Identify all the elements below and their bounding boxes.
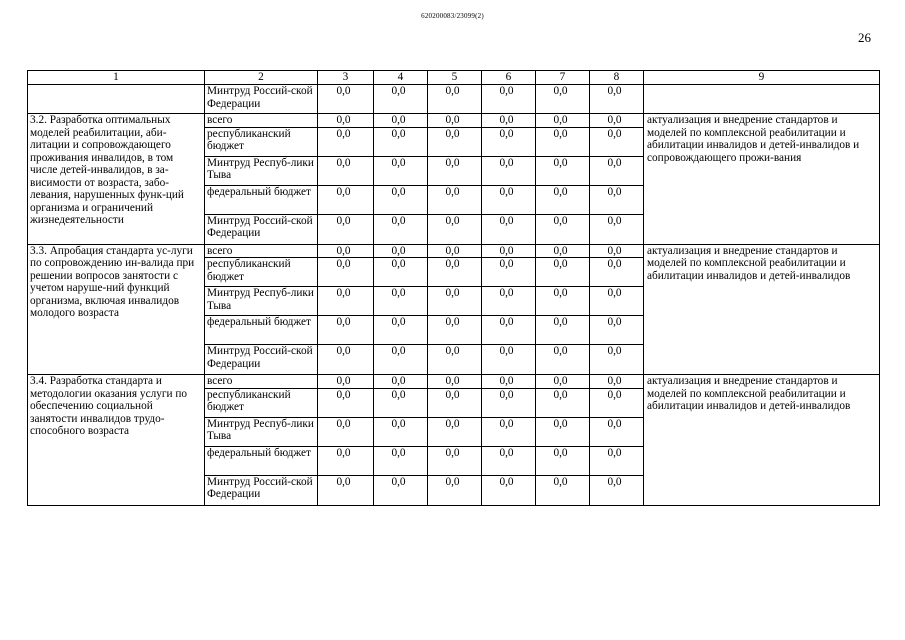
value-cell: 0,0	[590, 127, 644, 156]
expected-result-cell: актуализация и внедрение стандартов и моделей по комплексной реабилитации и абилитации инвалидов и детей-инвалидов и сопровождающего прожи-вания	[644, 114, 880, 245]
value-cell: 0,0	[318, 446, 374, 475]
value-cell: 0,0	[428, 127, 482, 156]
value-cell: 0,0	[590, 475, 644, 505]
header-cell: 2	[205, 71, 318, 85]
value-cell: 0,0	[590, 417, 644, 446]
value-cell: 0,0	[428, 475, 482, 505]
value-cell: 0,0	[374, 475, 428, 505]
value-cell: 0,0	[536, 287, 590, 316]
value-cell: 0,0	[536, 345, 590, 375]
value-cell: 0,0	[428, 214, 482, 244]
value-cell: 0,0	[590, 114, 644, 128]
table-body	[28, 71, 880, 506]
value-cell: 0,0	[590, 214, 644, 244]
funding-source-cell: Минтруд Россий-ской Федерации	[205, 475, 318, 505]
value-cell: 0,0	[536, 244, 590, 258]
value-cell: 0,0	[374, 417, 428, 446]
value-cell: 0,0	[318, 388, 374, 417]
value-cell: 0,0	[374, 446, 428, 475]
value-cell: 0,0	[482, 244, 536, 258]
value-cell: 0,0	[374, 244, 428, 258]
value-cell: 0,0	[590, 446, 644, 475]
document-code: 620200083/23099(2)	[421, 12, 484, 20]
value-cell: 0,0	[536, 214, 590, 244]
value-cell: 0,0	[536, 446, 590, 475]
funding-source-cell: федеральный бюджет	[205, 446, 318, 475]
value-cell: 0,0	[536, 316, 590, 345]
value-cell: 0,0	[482, 287, 536, 316]
value-cell: 0,0	[536, 156, 590, 185]
value-cell: 0,0	[318, 375, 374, 389]
value-cell: 0,0	[590, 316, 644, 345]
value-cell: 0,0	[536, 185, 590, 214]
page-number: 26	[858, 30, 871, 45]
value-cell: 0,0	[590, 185, 644, 214]
value-cell: 0,0	[374, 214, 428, 244]
funding-source-cell: Минтруд Респуб-лики Тыва	[205, 156, 318, 185]
value-cell: 0,0	[318, 417, 374, 446]
funding-source-cell: всего	[205, 375, 318, 389]
value-cell: 0,0	[428, 156, 482, 185]
value-cell: 0,0	[536, 258, 590, 287]
header-cell: 9	[644, 71, 880, 85]
value-cell: 0,0	[536, 417, 590, 446]
value-cell: 0,0	[318, 127, 374, 156]
value-cell: 0,0	[428, 388, 482, 417]
value-cell: 0,0	[428, 316, 482, 345]
value-cell: 0,0	[374, 127, 428, 156]
expected-result-cell: актуализация и внедрение стандартов и моделей по комплексной реабилитации и абилитации инвалидов и детей-инвалидов	[644, 375, 880, 506]
value-cell: 0,0	[590, 85, 644, 114]
funding-source-cell: Минтруд Россий-ской Федерации	[205, 345, 318, 375]
value-cell: 0,0	[318, 316, 374, 345]
value-cell: 0,0	[590, 258, 644, 287]
value-cell: 0,0	[482, 185, 536, 214]
value-cell: 0,0	[482, 375, 536, 389]
value-cell: 0,0	[428, 85, 482, 114]
value-cell: 0,0	[536, 475, 590, 505]
value-cell: 0,0	[318, 475, 374, 505]
header-cell: 5	[428, 71, 482, 85]
header-cell: 7	[536, 71, 590, 85]
value-cell: 0,0	[536, 85, 590, 114]
header-cell: 3	[318, 71, 374, 85]
value-cell: 0,0	[318, 214, 374, 244]
funding-source-cell: Минтруд Респуб-лики Тыва	[205, 287, 318, 316]
value-cell: 0,0	[536, 114, 590, 128]
value-cell: 0,0	[590, 156, 644, 185]
funding-source-cell: республиканский бюджет	[205, 258, 318, 287]
table-row	[28, 244, 880, 258]
funding-source-cell: Минтруд Респуб-лики Тыва	[205, 417, 318, 446]
value-cell: 0,0	[428, 114, 482, 128]
value-cell: 0,0	[318, 114, 374, 128]
value-cell: 0,0	[374, 85, 428, 114]
funding-source-cell: Минтруд Россий-ской Федерации	[205, 214, 318, 244]
funding-source-cell: федеральный бюджет	[205, 185, 318, 214]
funding-source-cell: республиканский бюджет	[205, 127, 318, 156]
value-cell: 0,0	[318, 85, 374, 114]
value-cell: 0,0	[318, 156, 374, 185]
value-cell: 0,0	[374, 375, 428, 389]
header-cell: 8	[590, 71, 644, 85]
value-cell: 0,0	[482, 388, 536, 417]
value-cell: 0,0	[318, 345, 374, 375]
funding-source-cell: всего	[205, 114, 318, 128]
value-cell: 0,0	[428, 244, 482, 258]
value-cell: 0,0	[428, 185, 482, 214]
value-cell: 0,0	[428, 345, 482, 375]
program-table	[27, 70, 880, 506]
value-cell: 0,0	[482, 214, 536, 244]
value-cell: 0,0	[428, 446, 482, 475]
value-cell: 0,0	[482, 446, 536, 475]
value-cell: 0,0	[374, 258, 428, 287]
table-row	[28, 85, 880, 114]
value-cell: 0,0	[428, 417, 482, 446]
header-row	[28, 71, 880, 85]
value-cell: 0,0	[536, 388, 590, 417]
value-cell: 0,0	[482, 258, 536, 287]
value-cell: 0,0	[590, 244, 644, 258]
funding-source-cell: Минтруд Россий-ской Федерации	[205, 85, 318, 114]
activity-name-cell: 3.2. Разработка оптимальных моделей реабилитации, аби-литации и сопровождающего проживания инвалидов, в том числе детей-инвалидов, в за-висимости от возраста, забо-левания, нарушенных функ-ций организма и ограничений жизнедеятельности	[28, 114, 205, 245]
value-cell: 0,0	[482, 417, 536, 446]
empty-cell	[644, 85, 880, 114]
value-cell: 0,0	[374, 156, 428, 185]
activity-name-cell: 3.4. Разработка стандарта и методологии оказания услуги по обеспечению социальной занятости инвалидов трудо-способного возраста	[28, 375, 205, 506]
value-cell: 0,0	[374, 114, 428, 128]
value-cell: 0,0	[590, 375, 644, 389]
value-cell: 0,0	[318, 244, 374, 258]
header-cell: 4	[374, 71, 428, 85]
value-cell: 0,0	[318, 258, 374, 287]
funding-source-cell: всего	[205, 244, 318, 258]
value-cell: 0,0	[318, 287, 374, 316]
value-cell: 0,0	[374, 185, 428, 214]
value-cell: 0,0	[590, 345, 644, 375]
value-cell: 0,0	[428, 375, 482, 389]
value-cell: 0,0	[482, 475, 536, 505]
value-cell: 0,0	[374, 316, 428, 345]
value-cell: 0,0	[318, 185, 374, 214]
value-cell: 0,0	[482, 127, 536, 156]
table-row	[28, 375, 880, 389]
value-cell: 0,0	[536, 127, 590, 156]
value-cell: 0,0	[428, 287, 482, 316]
value-cell: 0,0	[374, 388, 428, 417]
value-cell: 0,0	[482, 345, 536, 375]
empty-cell	[28, 85, 205, 114]
header-cell: 6	[482, 71, 536, 85]
value-cell: 0,0	[374, 287, 428, 316]
value-cell: 0,0	[536, 375, 590, 389]
funding-source-cell: республиканский бюджет	[205, 388, 318, 417]
funding-source-cell: федеральный бюджет	[205, 316, 318, 345]
value-cell: 0,0	[590, 388, 644, 417]
value-cell: 0,0	[482, 316, 536, 345]
expected-result-cell: актуализация и внедрение стандартов и моделей по комплексной реабилитации и абилитации инвалидов и детей-инвалидов	[644, 244, 880, 375]
value-cell: 0,0	[482, 156, 536, 185]
value-cell: 0,0	[590, 287, 644, 316]
value-cell: 0,0	[428, 258, 482, 287]
header-cell: 1	[28, 71, 205, 85]
table-row	[28, 114, 880, 128]
value-cell: 0,0	[482, 85, 536, 114]
value-cell: 0,0	[374, 345, 428, 375]
value-cell: 0,0	[482, 114, 536, 128]
activity-name-cell: 3.3. Апробация стандарта ус-луги по сопровождению ин-валида при решении вопросов занятости с учетом наруше-ний функций организма, включая инвалидов молодого возраста	[28, 244, 205, 375]
